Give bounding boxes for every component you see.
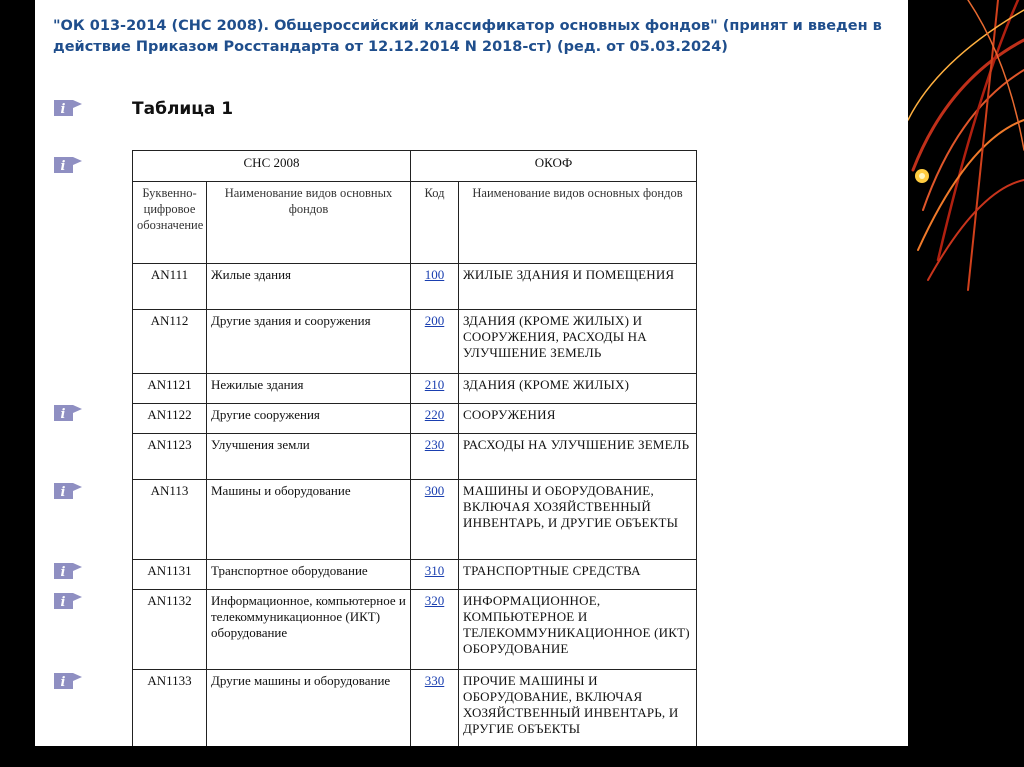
sns-name-cell: Нежилые здания: [207, 374, 411, 404]
okof-name-cell: ЗДАНИЯ (КРОМЕ ЖИЛЫХ): [459, 374, 697, 404]
classifier-table: [132, 150, 697, 746]
sns-code-cell: AN1122: [133, 404, 207, 434]
column-header-alnum-code: Буквенно-цифровое обозначение: [133, 182, 207, 264]
okof-name-cell: ТРАНСПОРТНЫЕ СРЕДСТВА: [459, 560, 697, 590]
table-row: [133, 310, 697, 374]
okof-code-link[interactable]: 300: [424, 483, 445, 498]
okof-code-link[interactable]: 310: [424, 563, 445, 578]
table-group-header-row: [133, 151, 697, 182]
info-icon-glyph: i: [60, 159, 66, 174]
sns-code-cell: AN112: [133, 310, 207, 374]
info-icon-glyph: i: [60, 102, 66, 117]
sns-name-cell: Жилые здания: [207, 264, 411, 310]
table-row: [133, 670, 697, 747]
table-row: [133, 480, 697, 560]
okof-code-link[interactable]: 200: [424, 313, 445, 328]
okof-name-cell: ИНФОРМАЦИОННОЕ, КОМПЬЮТЕРНОЕ И ТЕЛЕКОММУНИКАЦИОННОЕ (ИКТ) ОБОРУДОВАНИЕ: [459, 590, 697, 670]
sns-name-cell: Транспортное оборудование: [207, 560, 411, 590]
sns-name-cell: Другие сооружения: [207, 404, 411, 434]
table-row: [133, 560, 697, 590]
sns-code-cell: AN1123: [133, 434, 207, 480]
document-title: "ОК 013-2014 (СНС 2008). Общероссийский классификатор основных фондов" (принят и введен в действие Приказом Росстандарта от 12.12.2014 N 2018-ст) (ред. от 05.03.2024): [53, 18, 882, 55]
info-icon-glyph: i: [60, 675, 66, 690]
sns-name-cell: Улучшения земли: [207, 434, 411, 480]
column-header-sns-name: Наименование видов основных фондов: [207, 182, 411, 264]
table-heading: Таблица 1: [132, 99, 234, 119]
info-icon-glyph: i: [60, 407, 66, 422]
table-row: [133, 404, 697, 434]
table-row: [133, 374, 697, 404]
decorative-light-streaks: [908, 0, 1024, 300]
sns-code-cell: AN1132: [133, 590, 207, 670]
info-icon[interactable]: [53, 562, 83, 580]
table-row: [133, 434, 697, 480]
info-icon-glyph: i: [60, 595, 66, 610]
table-row: [133, 590, 697, 670]
okof-code-link[interactable]: 100: [424, 267, 445, 282]
okof-name-cell: ЖИЛЫЕ ЗДАНИЯ И ПОМЕЩЕНИЯ: [459, 264, 697, 310]
okof-code-link[interactable]: 220: [424, 407, 445, 422]
sns-name-cell: Другие здания и сооружения: [207, 310, 411, 374]
info-icon-glyph: i: [60, 565, 66, 580]
info-icon[interactable]: [53, 672, 83, 690]
okof-name-cell: СООРУЖЕНИЯ: [459, 404, 697, 434]
okof-name-cell: МАШИНЫ И ОБОРУДОВАНИЕ, ВКЛЮЧАЯ ХОЗЯЙСТВЕННЫЙ ИНВЕНТАРЬ, И ДРУГИЕ ОБЪЕКТЫ: [459, 480, 697, 560]
info-icon[interactable]: [53, 482, 83, 500]
info-icon-glyph: i: [60, 485, 66, 500]
info-icon[interactable]: [53, 592, 83, 610]
okof-name-cell: ЗДАНИЯ (КРОМЕ ЖИЛЫХ) И СООРУЖЕНИЯ, РАСХОДЫ НА УЛУЧШЕНИЕ ЗЕМЕЛЬ: [459, 310, 697, 374]
sns-code-cell: AN1133: [133, 670, 207, 747]
okof-code-link[interactable]: 230: [424, 437, 445, 452]
info-icon[interactable]: [53, 404, 83, 422]
okof-name-cell: ПРОЧИЕ МАШИНЫ И ОБОРУДОВАНИЕ, ВКЛЮЧАЯ ХОЗЯЙСТВЕННЫЙ ИНВЕНТАРЬ, И ДРУГИЕ ОБЪЕКТЫ: [459, 670, 697, 747]
sns-code-cell: AN1131: [133, 560, 207, 590]
sns-name-cell: Информационное, компьютерное и телекоммуникационное (ИКТ) оборудование: [207, 590, 411, 670]
column-header-code: Код: [411, 182, 459, 264]
info-icon[interactable]: [53, 156, 83, 174]
sns-code-cell: AN111: [133, 264, 207, 310]
group-header-sns: СНС 2008: [133, 151, 411, 182]
document-page: [35, 0, 908, 746]
sns-code-cell: AN1121: [133, 374, 207, 404]
info-icon[interactable]: [53, 99, 83, 117]
table-row: [133, 264, 697, 310]
group-header-okof: ОКОФ: [411, 151, 697, 182]
okof-code-link[interactable]: 320: [424, 593, 445, 608]
column-header-okof-name: Наименование видов основных фондов: [459, 182, 697, 264]
okof-code-link[interactable]: 210: [424, 377, 445, 392]
okof-name-cell: РАСХОДЫ НА УЛУЧШЕНИЕ ЗЕМЕЛЬ: [459, 434, 697, 480]
okof-code-link[interactable]: 330: [424, 673, 445, 688]
sns-name-cell: Другие машины и оборудование: [207, 670, 411, 747]
table-column-header-row: [133, 182, 697, 264]
sns-code-cell: AN113: [133, 480, 207, 560]
sns-name-cell: Машины и оборудование: [207, 480, 411, 560]
